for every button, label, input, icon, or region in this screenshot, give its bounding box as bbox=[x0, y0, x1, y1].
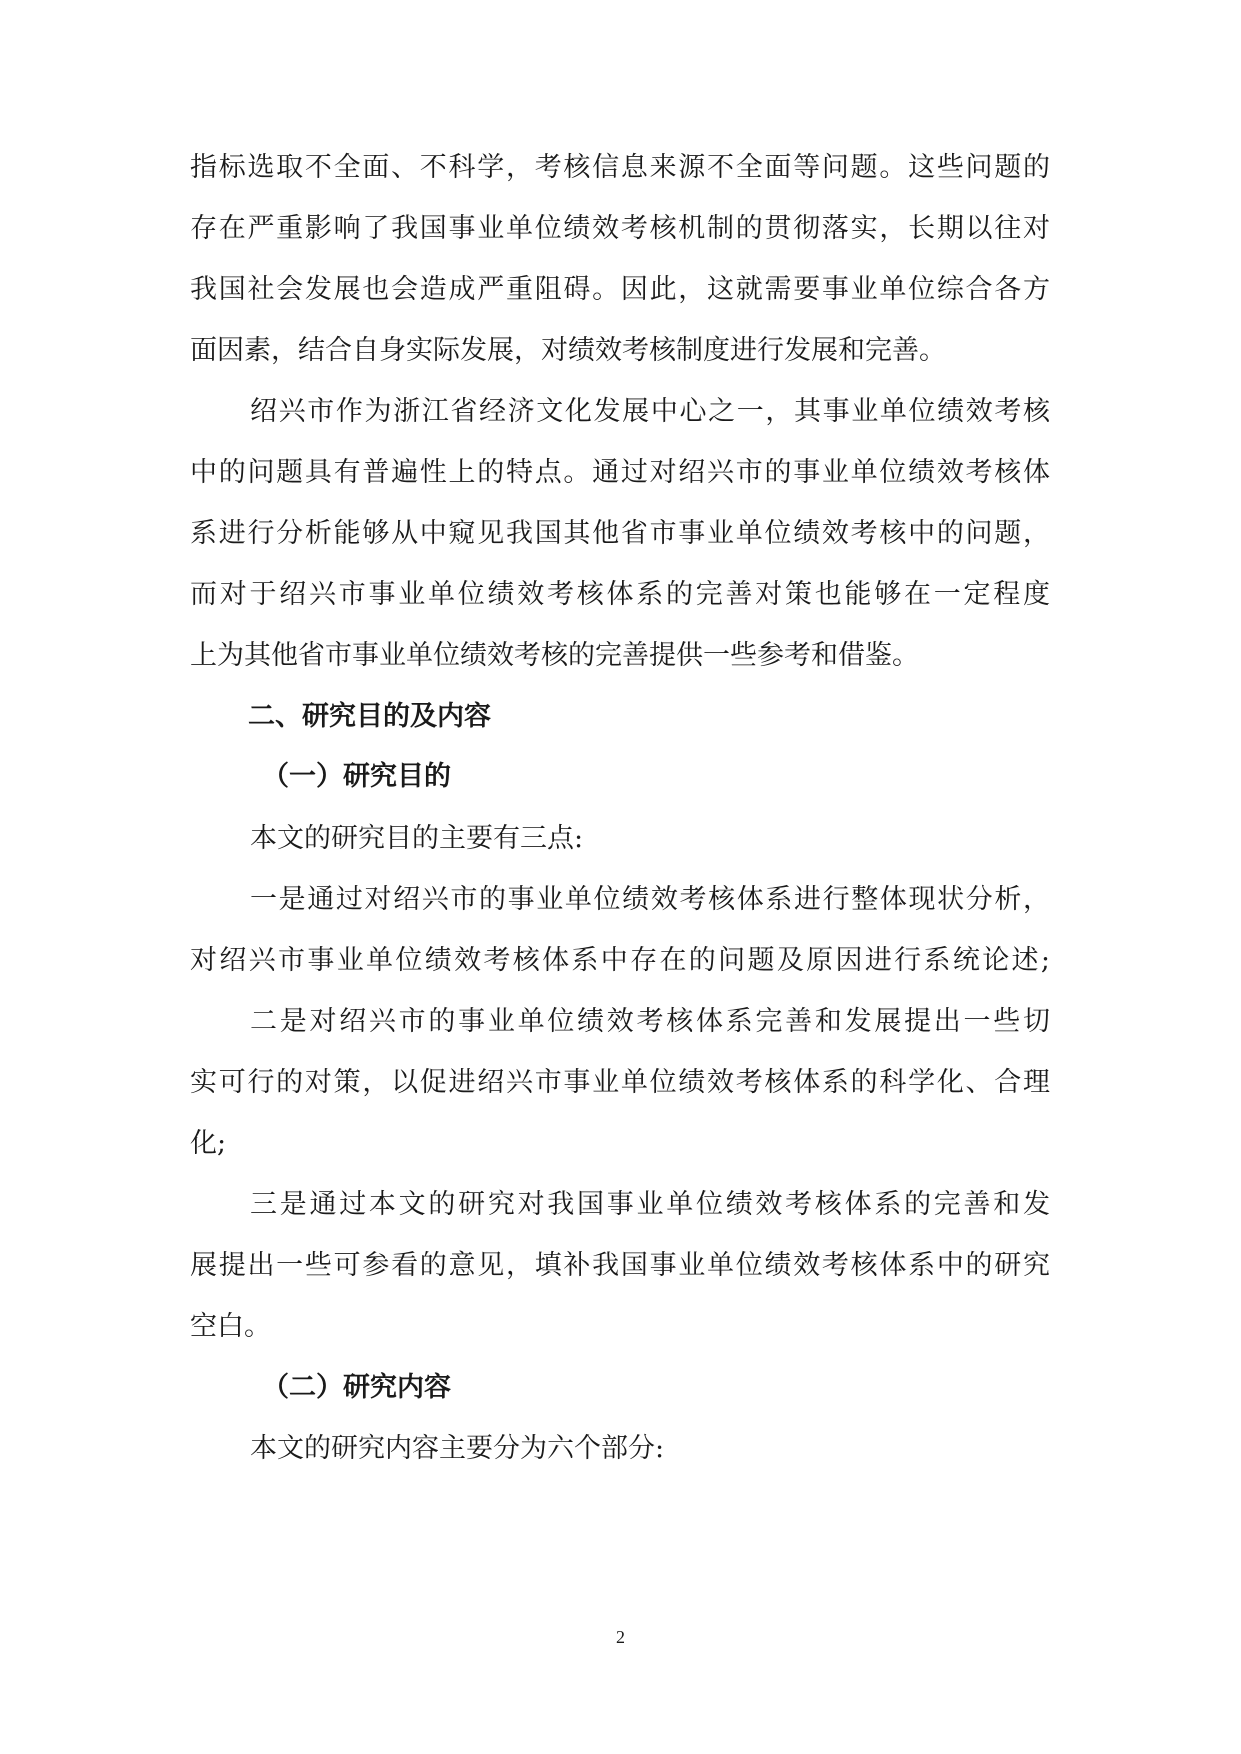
purpose-3-line-3: 空白。 bbox=[190, 1311, 271, 1342]
section-heading: 二、研究目的及内容 bbox=[248, 701, 491, 732]
purpose-1-line-1: 一是通过对绍兴市的事业单位绩效考核体系进行整体现状分析， bbox=[250, 884, 1050, 915]
subheading-research-purpose: （一）研究目的 bbox=[262, 761, 451, 792]
purpose-2-line-2: 实可行的对策，以促进绍兴市事业单位绩效考核体系的科学化、合理 bbox=[190, 1067, 1050, 1098]
paragraph-2-line-2: 中的问题具有普遍性上的特点。通过对绍兴市的事业单位绩效考核体 bbox=[190, 457, 1050, 488]
purpose-2-line-1: 二是对绍兴市的事业单位绩效考核体系完善和发展提出一些切 bbox=[250, 1006, 1050, 1037]
purpose-3-line-2: 展提出一些可参看的意见，填补我国事业单位绩效考核体系中的研究 bbox=[190, 1250, 1050, 1281]
paragraph-1-line-3: 我国社会发展也会造成严重阻碍。因此，这就需要事业单位综合各方 bbox=[190, 274, 1050, 305]
paragraph-1-line-1: 指标选取不全面、不科学，考核信息来源不全面等问题。这些问题的 bbox=[190, 152, 1050, 183]
purpose-2-line-3: 化; bbox=[190, 1128, 227, 1159]
content-intro: 本文的研究内容主要分为六个部分: bbox=[250, 1433, 665, 1464]
paragraph-2-line-1: 绍兴市作为浙江省经济文化发展中心之一，其事业单位绩效考核 bbox=[250, 396, 1050, 427]
paragraph-2-line-5: 上为其他省市事业单位绩效考核的完善提供一些参考和借鉴。 bbox=[190, 640, 919, 671]
paragraph-2-line-4: 而对于绍兴市事业单位绩效考核体系的完善对策也能够在一定程度 bbox=[190, 579, 1050, 610]
paragraph-2-line-3: 系进行分析能够从中窥见我国其他省市事业单位绩效考核中的问题， bbox=[190, 518, 1050, 549]
subheading-research-content: （二）研究内容 bbox=[262, 1372, 451, 1403]
purpose-intro: 本文的研究目的主要有三点: bbox=[250, 823, 584, 854]
purpose-1-line-2: 对绍兴市事业单位绩效考核体系中存在的问题及原因进行系统论述; bbox=[190, 945, 1050, 976]
purpose-3-line-1: 三是通过本文的研究对我国事业单位绩效考核体系的完善和发 bbox=[250, 1189, 1050, 1220]
page-number: 2 bbox=[616, 1627, 625, 1647]
paragraph-1-line-4: 面因素，结合自身实际发展，对绩效考核制度进行发展和完善。 bbox=[190, 335, 946, 366]
paragraph-1-line-2: 存在严重影响了我国事业单位绩效考核机制的贯彻落实，长期以往对 bbox=[190, 213, 1050, 244]
